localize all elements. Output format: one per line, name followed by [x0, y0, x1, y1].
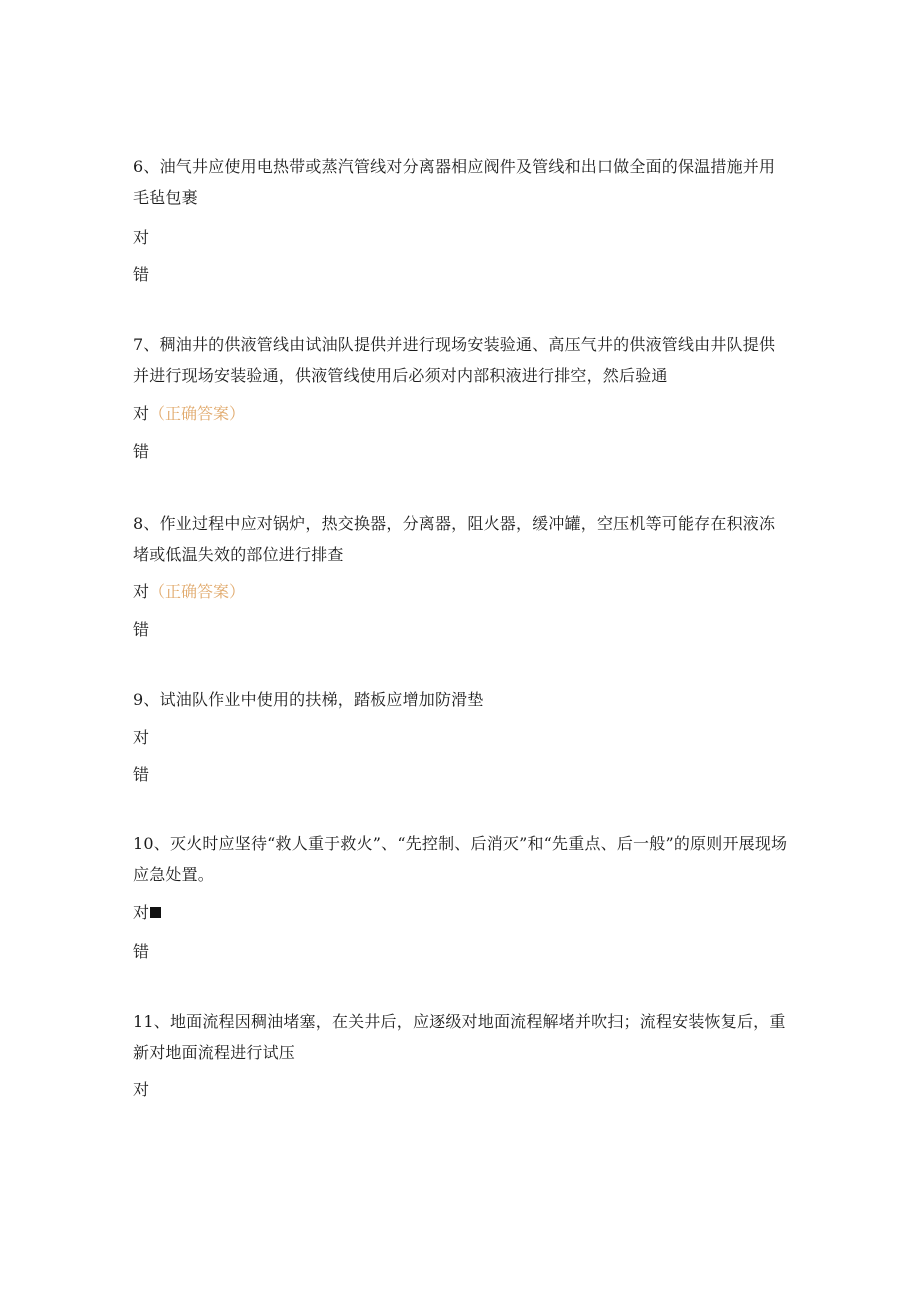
- option-label: 对: [133, 728, 150, 747]
- question-10-option-false[interactable]: [133, 941, 149, 963]
- option-label: 对: [133, 228, 150, 247]
- question-6-option-false[interactable]: [133, 264, 149, 286]
- option-label: 对: [133, 582, 150, 601]
- option-label: 错: [133, 265, 150, 284]
- question-9-text: 9、试油队作业中使用的扶梯，踏板应增加防滑垫: [133, 690, 484, 709]
- option-label: 对: [133, 404, 150, 423]
- option-label: 错: [133, 442, 150, 461]
- question-6-option-true[interactable]: [133, 227, 149, 249]
- correct-answer-note: （正确答案）: [149, 404, 246, 423]
- question-10-text: 10、灭火时应坚待“救人重于救火”、“先控制、后消灭”和“先重点、后一般”的原则开展现场应急处置。: [133, 834, 788, 884]
- question-11-option-true[interactable]: [133, 1079, 149, 1101]
- question-9-option-true[interactable]: [133, 727, 149, 749]
- option-label: 错: [133, 765, 150, 784]
- question-7-option-true[interactable]: [133, 403, 245, 425]
- selected-mark-icon: [150, 907, 161, 918]
- question-9-option-false[interactable]: [133, 764, 149, 786]
- question-6-text: 6、油气井应使用电热带或蒸汽管线对分离器相应阀件及管线和出口做全面的保温措施并用毛毡包裹: [133, 157, 776, 207]
- question-7-option-false[interactable]: [133, 441, 149, 463]
- option-label: 错: [133, 620, 150, 639]
- question-8-option-false[interactable]: [133, 619, 149, 641]
- question-10-option-true[interactable]: [133, 902, 161, 924]
- question-11-text: 11、地面流程因稠油堵塞，在关井后，应逐级对地面流程解堵并吹扫；流程安装恢复后，重新对地面流程进行试压: [133, 1012, 786, 1062]
- option-label: 错: [133, 942, 150, 961]
- option-label: 对: [133, 1080, 150, 1099]
- option-label: 对: [133, 903, 150, 922]
- question-7-text: 7、稠油井的供液管线由试油队提供并进行现场安装验通、高压气井的供液管线由井队提供并进行现场安装验通，供液管线使用后必须对内部积液进行排空，然后验通: [133, 335, 776, 385]
- question-8-text: 8、作业过程中应对锅炉，热交换器，分离器，阻火器，缓冲罐，空压机等可能存在积液冻堵或低温失效的部位进行排查: [133, 514, 776, 564]
- correct-answer-note: （正确答案）: [149, 582, 246, 601]
- question-8-option-true[interactable]: [133, 581, 245, 603]
